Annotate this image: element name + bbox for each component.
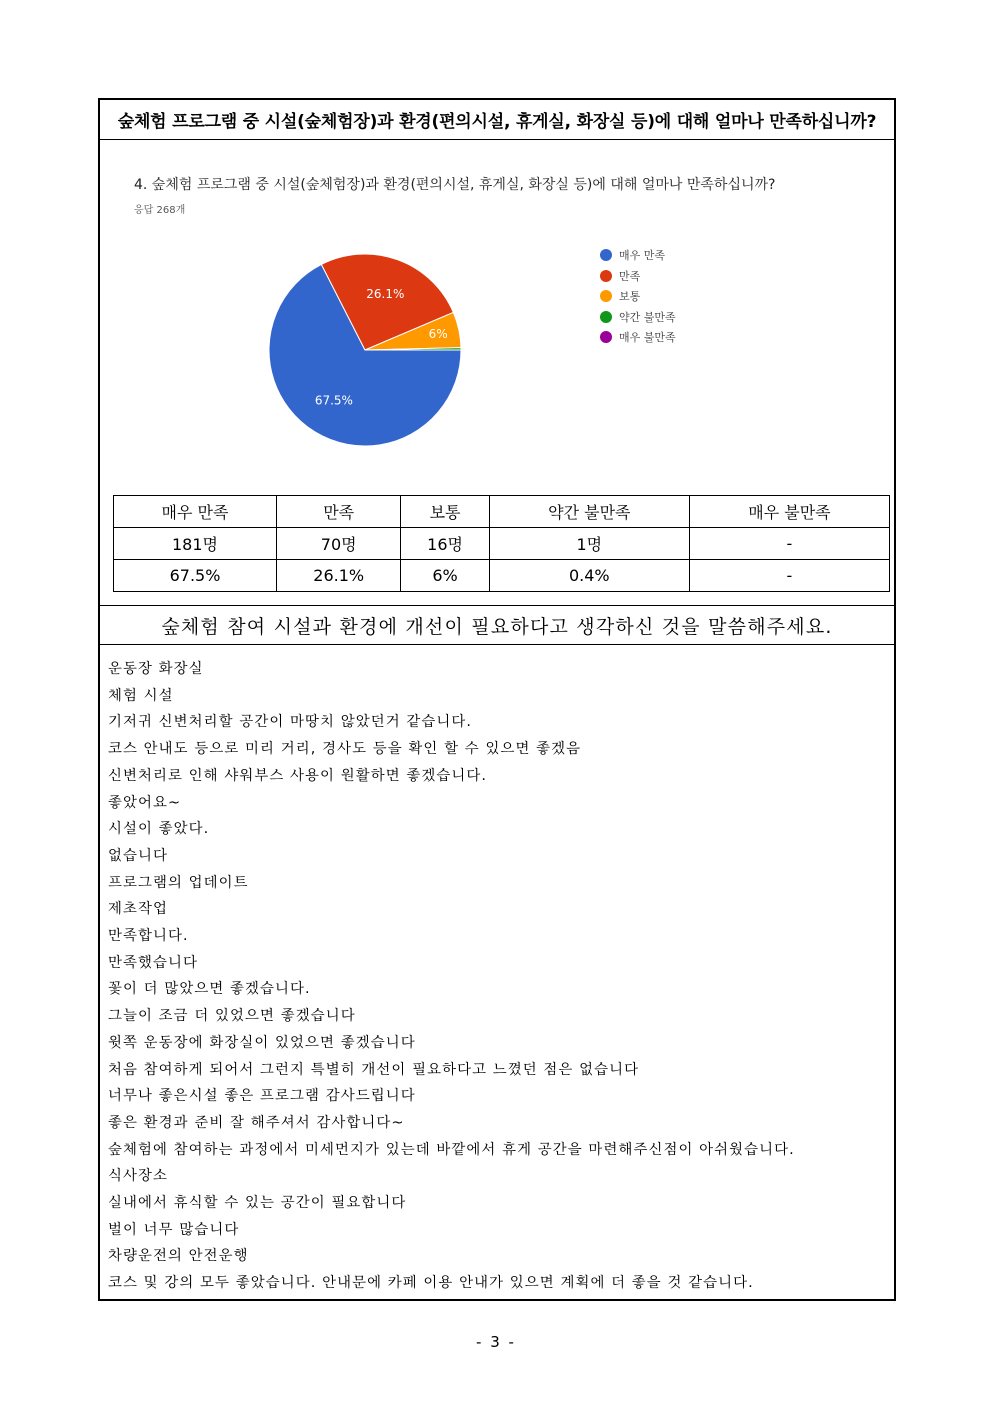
table-header-cell: 매우 만족 bbox=[114, 496, 277, 528]
legend-item bbox=[600, 327, 676, 348]
pie-slice-label: 6% bbox=[428, 327, 448, 342]
comment-item: 없습니다 bbox=[108, 847, 169, 864]
legend-dot-icon bbox=[600, 290, 612, 302]
table-header-row bbox=[114, 496, 890, 528]
table-cell: 181명 bbox=[114, 528, 277, 560]
comment-item: 숲체험에 참여하는 과정에서 미세먼지가 있는데 바깥에서 휴게 공간을 마련해주신점이 아쉬웠습니다. bbox=[108, 1141, 795, 1158]
comment-item: 실내에서 휴식할 수 있는 공간이 필요합니다 bbox=[108, 1195, 407, 1212]
comment-item: 체험 시설 bbox=[108, 687, 174, 704]
comment-item: 코스 및 강의 모두 좋았습니다. 안내문에 카페 이용 안내가 있으면 계획에 더 좋을 것 같습니다. bbox=[108, 1275, 754, 1292]
table-header-cell: 약간 불만족 bbox=[489, 496, 689, 528]
section1-heading: 숲체험 프로그램 중 시설(숲체험장)과 환경(편의시설, 휴게실, 화장실 등)에 대해 얼마나 만족하십니까? bbox=[100, 100, 894, 140]
legend-dot-icon bbox=[600, 270, 612, 282]
results-table bbox=[113, 495, 890, 592]
comment-item: 시설이 좋았다. bbox=[108, 821, 210, 838]
comment-item: 만족합니다. bbox=[108, 928, 189, 945]
table-cell: 26.1% bbox=[277, 560, 401, 592]
table-cell: 1명 bbox=[489, 528, 689, 560]
comment-list bbox=[108, 656, 795, 1297]
comment-item: 꽃이 더 많았으면 좋겠습니다. bbox=[108, 981, 311, 998]
comment-item: 신변처리로 인해 샤워부스 사용이 원활하면 좋겠습니다. bbox=[108, 767, 488, 784]
comment-item: 처음 참여하게 되어서 그런지 특별히 개선이 필요하다고 느꼈던 점은 없습니다 bbox=[108, 1061, 640, 1078]
legend-label: 매우 불만족 bbox=[619, 331, 676, 345]
comment-item: 기저귀 신변처리할 공간이 마땅치 않았던거 같습니다. bbox=[108, 714, 473, 731]
comment-item: 운동장 화장실 bbox=[108, 661, 204, 677]
comment-item: 너무나 좋은시설 좋은 프로그램 감사드립니다 bbox=[108, 1088, 416, 1105]
pie-slice-label: 26.1% bbox=[366, 287, 405, 302]
comment-item: 코스 안내도 등으로 미리 거리, 경사도 등을 확인 할 수 있으면 좋겠음 bbox=[108, 741, 582, 758]
comment-item: 프로그램의 업데이트 bbox=[108, 874, 249, 891]
table-cell: 0.4% bbox=[489, 560, 689, 592]
table-cell: - bbox=[689, 560, 889, 592]
table-row bbox=[114, 560, 890, 592]
comment-item: 만족했습니다 bbox=[108, 954, 199, 971]
legend-label: 약간 불만족 bbox=[619, 310, 676, 324]
table-header-cell: 만족 bbox=[277, 496, 401, 528]
legend-dot-icon bbox=[600, 311, 612, 323]
comment-item: 벌이 너무 많습니다 bbox=[108, 1221, 240, 1238]
comment-item: 제초작업 bbox=[108, 901, 169, 918]
survey-frame bbox=[98, 98, 896, 1301]
table-header-cell: 보통 bbox=[401, 496, 489, 528]
legend-item bbox=[600, 245, 676, 266]
legend-dot-icon bbox=[600, 249, 612, 261]
table-cell: 70명 bbox=[277, 528, 401, 560]
table-cell: - bbox=[689, 528, 889, 560]
table-header-cell: 매우 불만족 bbox=[689, 496, 889, 528]
table-cell: 16명 bbox=[401, 528, 489, 560]
legend-item bbox=[600, 286, 676, 307]
legend-item bbox=[600, 266, 676, 287]
comment-item: 식사장소 bbox=[108, 1168, 169, 1185]
table-cell: 6% bbox=[401, 560, 489, 592]
comment-item: 그늘이 조금 더 있었으면 좋겠습니다 bbox=[108, 1008, 356, 1025]
legend-dot-icon bbox=[600, 331, 612, 343]
chart-title: 4. 숲체험 프로그램 중 시설(숲체험장)과 환경(편의시설, 휴게실, 화장실 등)에 대해 얼마나 만족하십니까? bbox=[134, 177, 776, 193]
legend-label: 보통 bbox=[619, 290, 641, 304]
comment-item: 윗쪽 운동장에 화장실이 있었으면 좋겠습니다 bbox=[108, 1034, 416, 1051]
table-cell: 67.5% bbox=[114, 560, 277, 592]
comment-item: 좋은 환경과 준비 잘 해주셔서 감사합니다~ bbox=[108, 1114, 405, 1131]
legend-label: 매우 만족 bbox=[619, 249, 666, 263]
chart-legend bbox=[600, 245, 676, 348]
chart-subtitle: 응답 268개 bbox=[134, 205, 186, 216]
legend-item bbox=[600, 307, 676, 328]
table-row bbox=[114, 528, 890, 560]
pie-chart-panel bbox=[100, 140, 896, 495]
comment-item: 좋았어요~ bbox=[108, 794, 182, 811]
pie-slice-label: 67.5% bbox=[314, 393, 353, 408]
section2-heading: 숲체험 참여 시설과 환경에 개선이 필요하다고 생각하신 것을 말씀해주세요. bbox=[100, 605, 894, 645]
pie-chart bbox=[250, 235, 480, 465]
comment-item: 차량운전의 안전운행 bbox=[108, 1248, 249, 1265]
page-number: - 3 - bbox=[476, 1333, 516, 1351]
legend-label: 만족 bbox=[619, 269, 641, 283]
